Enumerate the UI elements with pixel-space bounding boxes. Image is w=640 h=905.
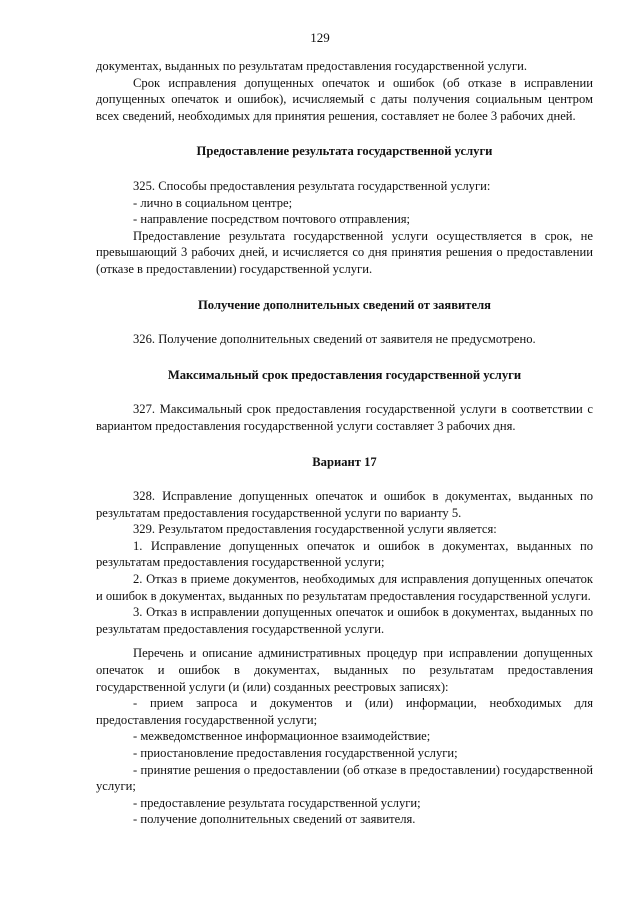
page-number: 129 — [310, 30, 330, 45]
paragraph: 325. Способы предоставления результата государственной услуги: — [133, 178, 491, 193]
paragraph: - лично в социальном центре; — [133, 195, 293, 210]
paragraph: 2. Отказ в приеме документов, необходимых для исправления допущенных опечаток и ошибок в документах, выданных по результатам предоставления государственной услуги. — [96, 572, 593, 603]
paragraph: - направление посредством почтового отправления; — [133, 212, 411, 227]
paragraph-gap — [96, 637, 593, 645]
paragraph: 329. Результатом предоставления государственной услуги является: — [133, 522, 497, 537]
paragraph: Перечень и описание административных процедур при исправлении допущенных опечаток и ошибок в документах, выданных по результатам предоставления государственной услуги (и (или) созданных реестровых записях): — [96, 646, 593, 694]
paragraph: - принятие решения о предоставлении (об отказе в предоставлении) государственной услуги; — [96, 762, 593, 794]
paragraph: - предоставление результата государственной услуги; — [133, 795, 421, 810]
section-heading: Максимальный срок предоставления государственной услуги — [167, 367, 522, 382]
section-heading: Предоставление результата государственной услуги — [196, 144, 493, 159]
paragraph: Предоставление результата государственной услуги осуществляется в срок, не превышающий 3 рабочих дней, и исчисляется со дня принятия решения о предоставлении (отказе в предоставлении) государственной услуги. — [96, 228, 593, 276]
section-heading: Получение дополнительных сведений от заявителя — [198, 297, 491, 312]
paragraph: документах, выданных по результатам предоставления государственной услуги. — [96, 59, 528, 73]
paragraph: 3. Отказ в исправлении допущенных опечаток и ошибок в документах, выданных по результатам предоставления государственной услуги. — [96, 605, 593, 636]
paragraph: - получение дополнительных сведений от заявителя. — [133, 812, 416, 827]
document-body — [96, 58, 593, 828]
paragraph: 1. Исправление допущенных опечаток и ошибок в документах, выданных по результатам предоставления государственной услуги; — [96, 538, 593, 570]
paragraph: 328. Исправление допущенных опечаток и ошибок в документах, выданных по результатам предоставления государственной услуги по варианту 5. — [96, 489, 593, 520]
paragraph: 327. Максимальный срок предоставления государственной услуги в соответствии с вариантом предоставления государственной услуги составляет 3 рабочих дня. — [96, 402, 593, 433]
paragraph: Срок исправления допущенных опечаток и ошибок (об отказе в исправлении допущенных опечаток и ошибок), исчисляемый с даты получения социальным центром всех сведений, необходимых для принятия решения, составляет не более 3 рабочих дней. — [96, 75, 593, 123]
paragraph: - прием запроса и документов и (или) информации, необходимых для предоставления государственной услуги; — [96, 696, 593, 727]
section-heading: Вариант 17 — [312, 454, 377, 469]
paragraph: 326. Получение дополнительных сведений от заявителя не предусмотрено. — [133, 332, 536, 347]
paragraph: - приостановление предоставления государственной услуги; — [133, 746, 458, 760]
paragraph: - межведомственное информационное взаимодействие; — [133, 729, 431, 744]
